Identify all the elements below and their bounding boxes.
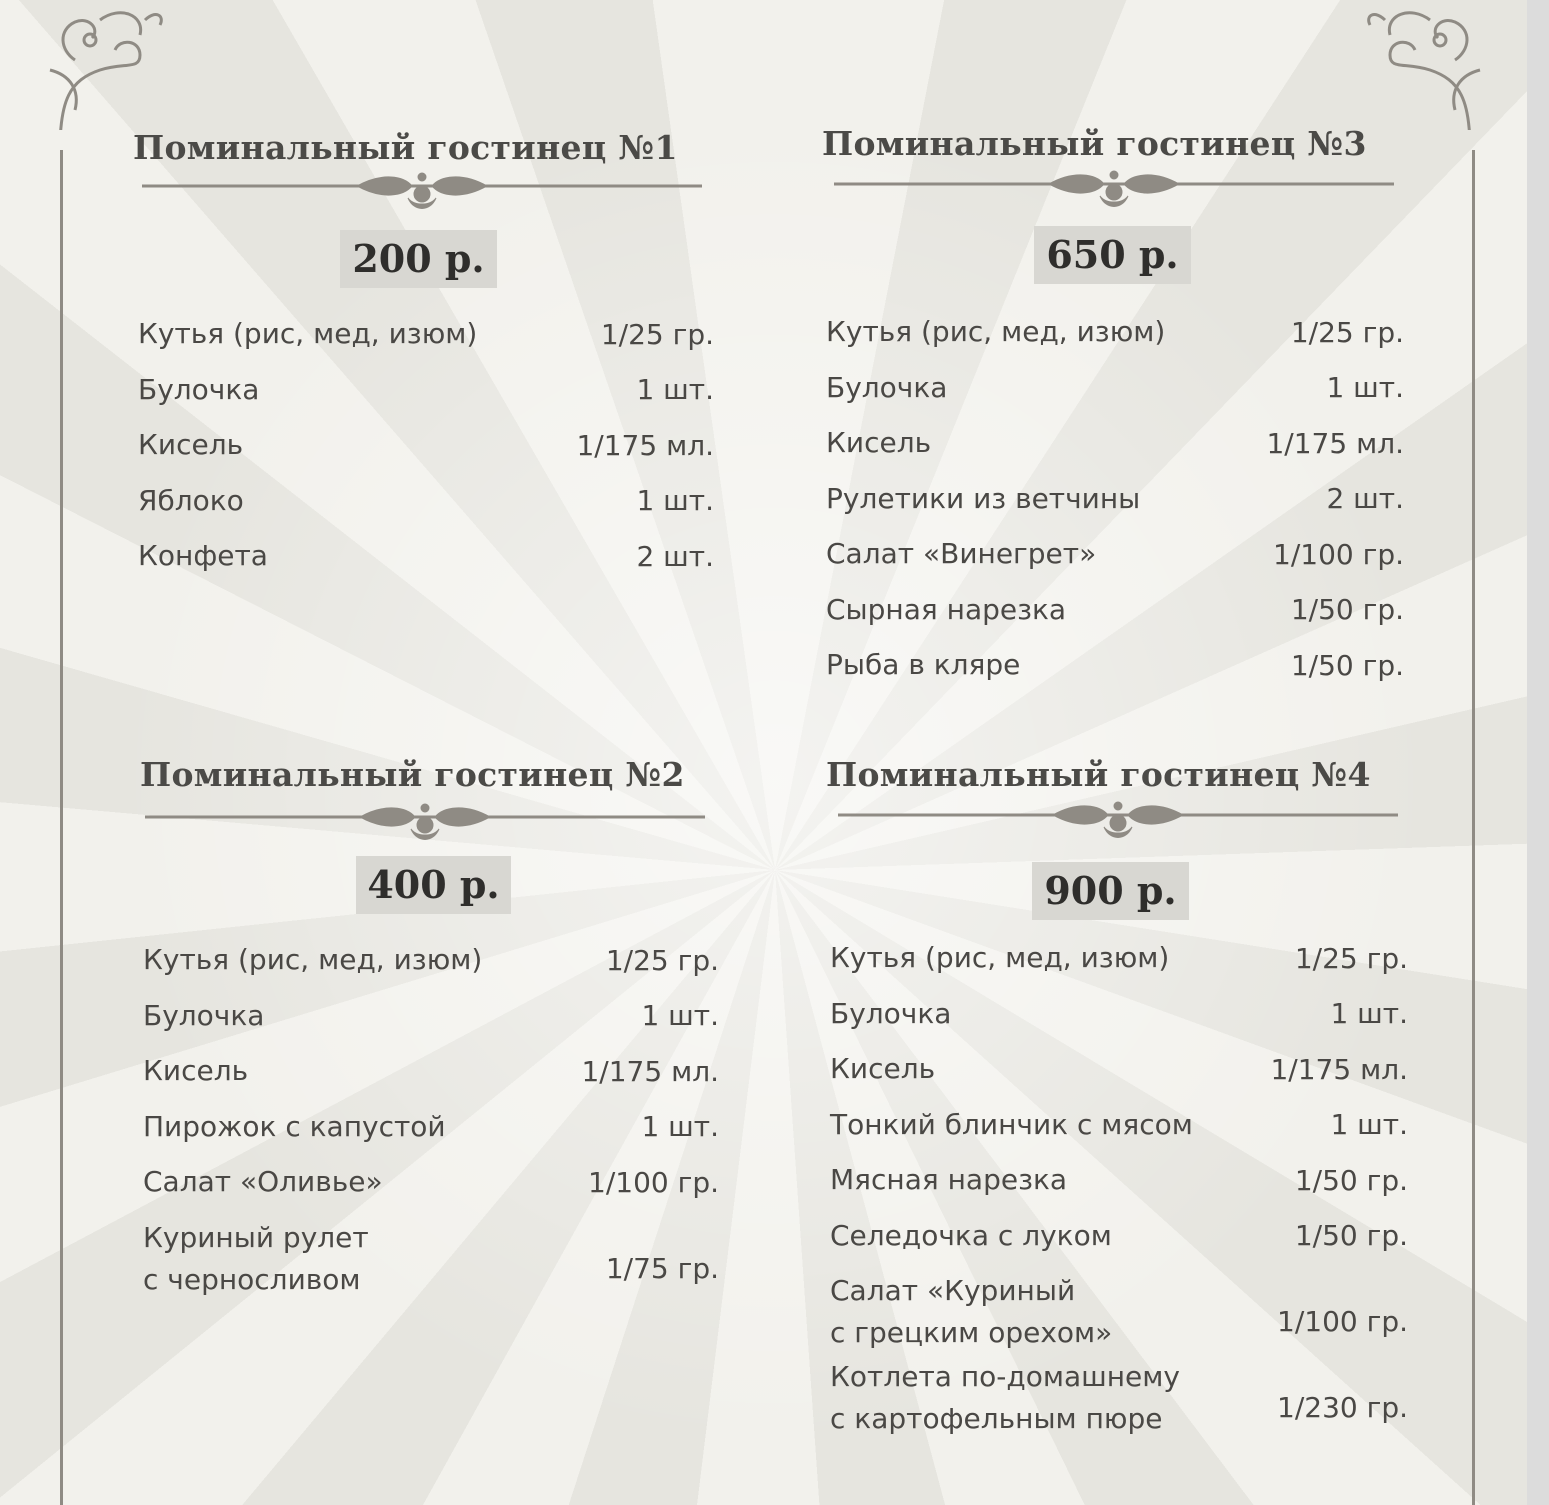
item-name: Тонкий блинчик с мясом [830,1107,1193,1141]
item-name: Кисель [826,426,932,459]
list-item [143,1050,719,1106]
item-qty: 2 шт. [636,539,714,573]
list-item [830,1159,1408,1215]
item-name: Кутья (рис, мед, изюм) [143,943,483,976]
list-item [826,644,1404,700]
item-name: Булочка [830,996,952,1030]
item-qty: 1 шт. [636,484,714,517]
item-qty: 1/50 гр. [1294,1219,1408,1252]
list-item [138,424,714,480]
item-qty: 1/100 гр. [588,1165,719,1199]
package-title: Поминальный гостинец №3 [822,124,1367,163]
item-qty: 1 шт. [1326,371,1404,404]
item-qty: 1/50 гр. [1290,648,1404,682]
list-item [826,589,1404,645]
item-list [826,311,1404,700]
list-item [830,993,1408,1049]
list-item [138,480,714,536]
price-badge: 900 р. [1032,862,1189,920]
list-item [830,1270,1408,1356]
package-title: Поминальный гостинец №2 [140,755,685,794]
list-item [143,1217,719,1303]
item-name: Кисель [830,1052,936,1085]
item-name: Булочка [143,998,265,1032]
item-name: Кутья (рис, мед, изюм) [826,315,1166,348]
item-list [143,939,719,1303]
item-qty: 1/100 гр. [1277,1305,1408,1338]
item-name: Кисель [138,428,244,461]
price-badge: 400 р. [356,856,511,914]
list-item [143,1106,719,1162]
list-item [826,367,1404,423]
item-name: Булочка [138,372,260,406]
item-name: Куриный рулет с черносливом [143,1220,369,1296]
item-name: Рулетики из ветчины [826,481,1141,515]
item-qty: 1 шт. [641,1110,719,1143]
ornamental-divider [142,172,702,218]
ornamental-divider [838,801,1398,847]
item-qty: 1/25 гр. [1290,315,1404,349]
package-title: Поминальный гостинец №4 [826,755,1371,794]
list-item [138,369,714,425]
item-qty: 1/175 мл. [1266,426,1404,460]
list-item [138,313,714,369]
price-badge: 200 р. [340,230,497,288]
list-item [830,1104,1408,1160]
list-item [830,937,1408,993]
item-name: Рыба в кляре [826,648,1021,681]
item-name: Селедочка с луком [830,1218,1112,1252]
item-qty: 1/50 гр. [1290,593,1404,626]
corner-ornament-top-right [1350,0,1500,130]
ornamental-divider [834,170,1394,216]
list-item [826,422,1404,478]
item-qty: 1/175 мл. [1270,1052,1408,1086]
item-qty: 1/25 гр. [605,943,719,977]
item-qty: 1/75 гр. [605,1251,719,1285]
item-name: Пирожок с капустой [143,1109,446,1143]
item-qty: 1/50 гр. [1294,1163,1408,1197]
corner-ornament-top-left [30,0,180,130]
item-name: Булочка [826,370,948,404]
list-item [143,995,719,1051]
frame-right-line [1472,150,1475,1505]
item-name: Кисель [143,1054,249,1087]
item-name: Котлета по-домашнему с картофельным пюре [830,1360,1180,1435]
item-list [138,313,714,591]
package-title: Поминальный гостинец №1 [133,128,678,167]
list-item [826,478,1404,534]
item-name: Сырная нарезка [826,592,1067,626]
item-list [830,937,1408,1442]
item-qty: 1 шт. [1330,1108,1408,1141]
paper-edge [1527,0,1549,1505]
list-item [830,1215,1408,1271]
ornamental-divider [145,803,705,849]
item-name: Салат «Куриный с грецким орехом» [830,1274,1113,1349]
item-qty: 1/175 мл. [581,1054,719,1088]
item-name: Конфета [138,539,268,572]
list-item [143,1161,719,1217]
frame-left-line [60,150,63,1505]
item-name: Кутья (рис, мед, изюм) [830,941,1170,974]
item-qty: 1/25 гр. [600,317,714,351]
price-badge: 650 р. [1034,226,1191,284]
item-name: Кутья (рис, мед, изюм) [138,317,478,350]
item-name: Салат «Винегрет» [826,537,1097,570]
list-item [138,535,714,591]
item-name: Салат «Оливье» [143,1165,383,1198]
list-item [830,1048,1408,1104]
list-item [143,939,719,995]
item-qty: 1/230 гр. [1277,1391,1408,1424]
item-qty: 1/100 гр. [1273,537,1404,571]
item-name: Мясная нарезка [830,1163,1068,1196]
item-qty: 2 шт. [1326,482,1404,515]
item-name: Яблоко [138,483,244,517]
item-qty: 1 шт. [636,373,714,406]
item-qty: 1/175 мл. [576,428,714,462]
item-qty: 1 шт. [1330,997,1408,1030]
item-qty: 1 шт. [641,999,719,1032]
item-qty: 1/25 гр. [1294,941,1408,975]
list-item [826,311,1404,367]
list-item [830,1356,1408,1442]
list-item [826,533,1404,589]
